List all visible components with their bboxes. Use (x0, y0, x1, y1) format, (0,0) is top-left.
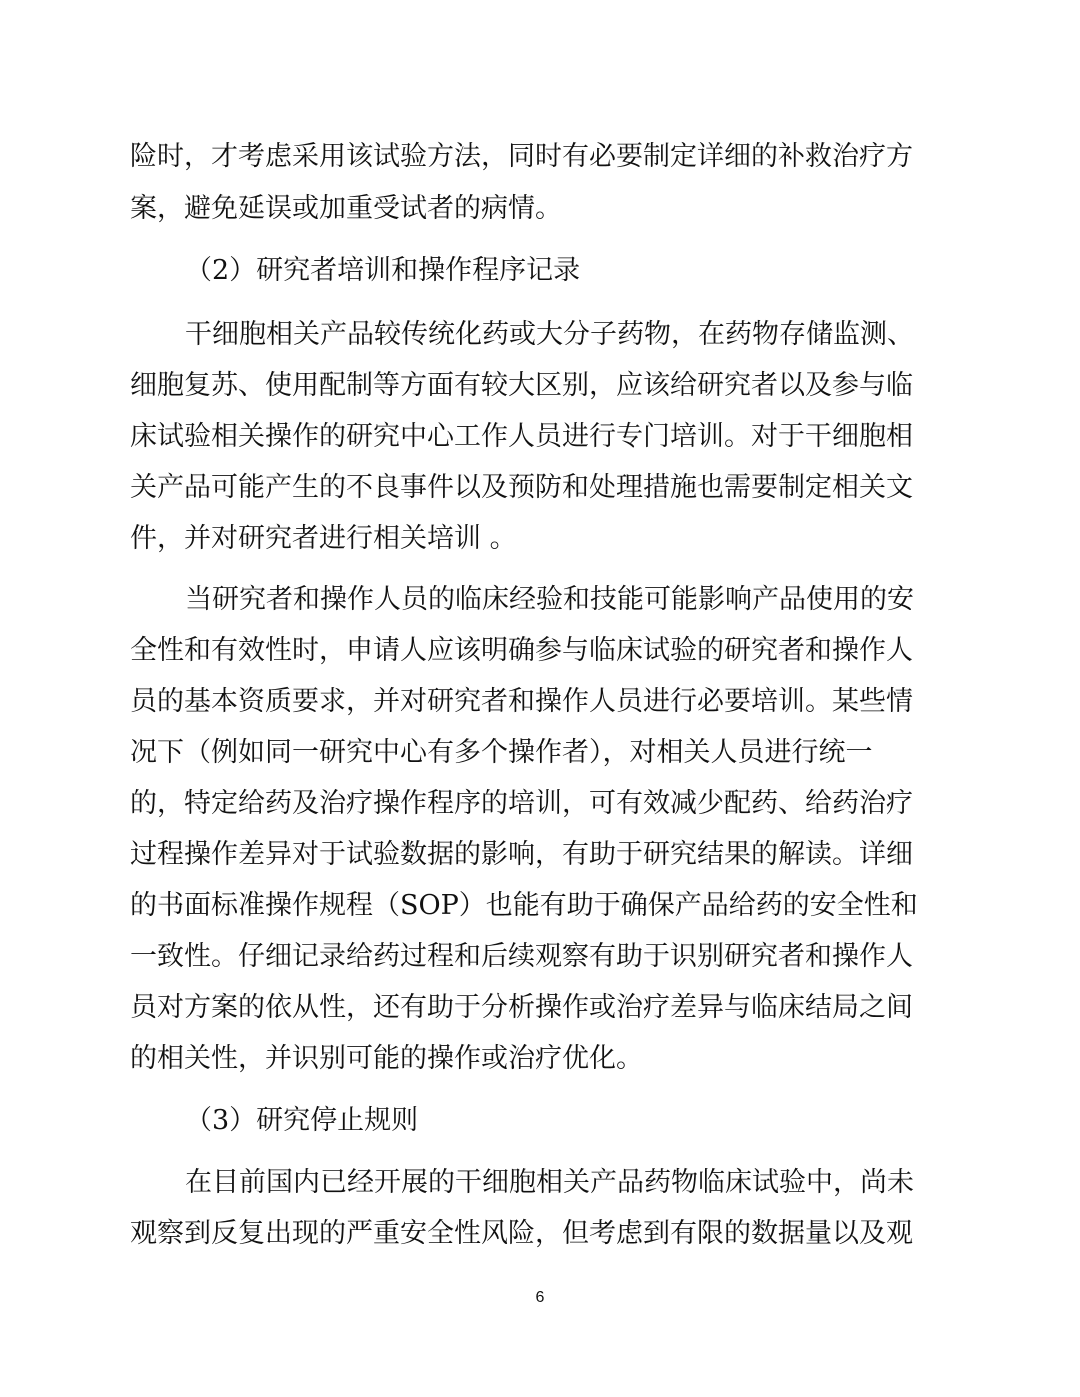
text-line-1: 险时，才考虑采用该试验方法，同时有必要制定详细的补救治疗方 (130, 141, 913, 172)
paragraph-1-line-5: 件，并对研究者进行相关培训 。 (130, 523, 517, 554)
paragraph-1-line-3: 床试验相关操作的研究中心工作人员进行专门培训。对于干细胞相 (130, 421, 913, 452)
section-heading-3: （3）研究停止规则 (185, 1105, 419, 1136)
paragraph-2-line-5: 的，特定给药及治疗操作程序的培训，可有效减少配药、给药治疗 (130, 788, 913, 819)
paragraph-2-line-8: 一致性。仔细记录给药过程和后续观察有助于识别研究者和操作人 (130, 941, 913, 972)
paragraph-2-line-3: 员的基本资质要求，并对研究者和操作人员进行必要培训。某些情 (130, 686, 913, 717)
paragraph-2-line-10: 的相关性，并识别可能的操作或治疗优化。 (130, 1043, 643, 1074)
text-line-2: 案，避免延误或加重受试者的病情。 (130, 193, 562, 224)
paragraph-2-line-9: 员对方案的依从性，还有助于分析操作或治疗差异与临床结局之间 (130, 992, 913, 1023)
paragraph-1-line-1: 干细胞相关产品较传统化药或大分子药物，在药物存储监测、 (185, 319, 914, 350)
paragraph-2-line-2: 全性和有效性时，申请人应该明确参与临床试验的研究者和操作人 (130, 635, 913, 666)
paragraph-2-line-7: 的书面标准操作规程（SOP）也能有助于确保产品给药的安全性和 (130, 890, 918, 921)
paragraph-2-line-1: 当研究者和操作人员的临床经验和技能可能影响产品使用的安 (185, 584, 914, 615)
page-number: 6 (535, 1289, 545, 1306)
paragraph-3-line-2: 观察到反复出现的严重安全性风险，但考虑到有限的数据量以及观 (130, 1218, 913, 1249)
paragraph-2-line-6: 过程操作差异对于试验数据的影响，有助于研究结果的解读。详细 (130, 839, 913, 870)
section-heading-2: （2）研究者培训和操作程序记录 (185, 255, 581, 286)
paragraph-3-line-1: 在目前国内已经开展的干细胞相关产品药物临床试验中，尚未 (185, 1167, 914, 1198)
paragraph-2-line-4: 况下（例如同一研究中心有多个操作者），对相关人员进行统一 (130, 737, 873, 768)
paragraph-1-line-2: 细胞复苏、使用配制等方面有较大区别，应该给研究者以及参与临 (130, 370, 913, 401)
paragraph-1-line-4: 关产品可能产生的不良事件以及预防和处理措施也需要制定相关文 (130, 472, 913, 503)
